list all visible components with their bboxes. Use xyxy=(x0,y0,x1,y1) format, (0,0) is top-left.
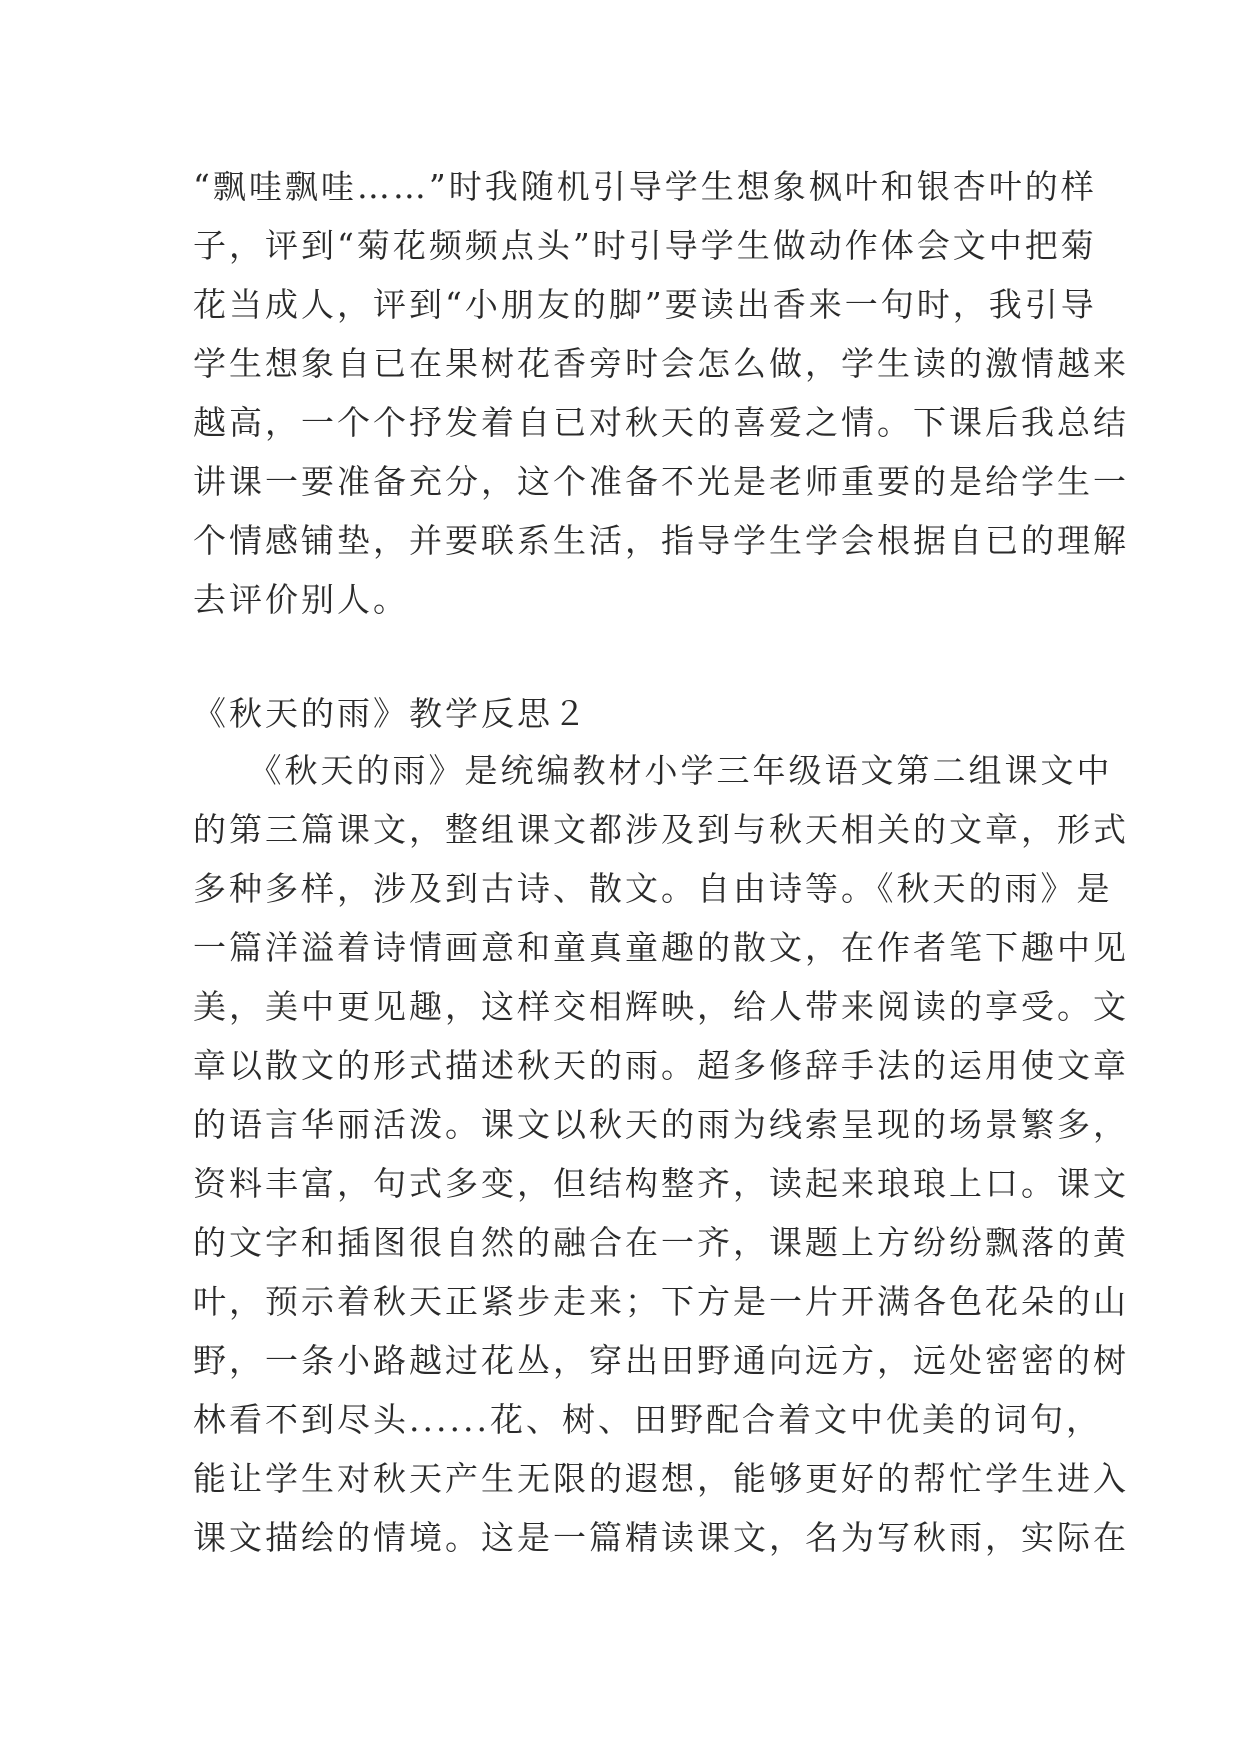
text-line: 课文描绘的情境。这是一篇精读课文，名为写秋雨，实际在 xyxy=(193,1518,1129,1557)
section-heading: 《秋天的雨》教学反思２ xyxy=(193,694,589,733)
text-line: 的第三篇课文，整组课文都涉及到与秋天相关的文章，形式 xyxy=(193,810,1129,849)
text-line: “飘哇飘哇……”时我随机引导学生想象枫叶和银杏叶的样 xyxy=(193,167,1097,206)
text-line: 叶，预示着秋天正紧步走来；下方是一片开满各色花朵的山 xyxy=(193,1282,1129,1321)
text-line: 学生想象自已在果树花香旁时会怎么做，学生读的激情越来 xyxy=(193,344,1129,383)
text-line: 个情感铺垫，并要联系生活，指导学生学会根据自已的理解 xyxy=(193,521,1129,560)
text-line: 去评价别人。 xyxy=(193,580,409,619)
text-line: 越高，一个个抒发着自已对秋天的喜爱之情。下课后我总结 xyxy=(193,403,1129,442)
text-line: 美，美中更见趣，这样交相辉映，给人带来阅读的享受。文 xyxy=(193,987,1129,1026)
text-line: 多种多样，涉及到古诗、散文。自由诗等。《秋天的雨》是 xyxy=(193,869,1113,908)
text-line: 章以散文的形式描述秋天的雨。超多修辞手法的运用使文章 xyxy=(193,1046,1129,1085)
paragraph-reflection-two xyxy=(193,741,1129,1567)
text-line: 能让学生对秋天产生无限的遐想，能够更好的帮忙学生进入 xyxy=(193,1459,1129,1498)
text-line: 一篇洋溢着诗情画意和童真童趣的散文，在作者笔下趣中见 xyxy=(193,928,1129,967)
text-line: 的语言华丽活泼。课文以秋天的雨为线索呈现的场景繁多， xyxy=(193,1105,1129,1144)
paragraph-reflection-summary xyxy=(193,157,1129,629)
text-line: 子，评到“菊花频频点头”时引导学生做动作体会文中把菊 xyxy=(193,226,1097,265)
text-line: 的文字和插图很自然的融合在一齐，课题上方纷纷飘落的黄 xyxy=(193,1223,1129,1262)
text-line: 资料丰富，句式多变，但结构整齐，读起来琅琅上口。课文 xyxy=(193,1164,1129,1203)
text-line: 《秋天的雨》是统编教材小学三年级语文第二组课文中 xyxy=(193,751,1113,790)
text-line: 野，一条小路越过花丛，穿出田野通向远方，远处密密的树 xyxy=(193,1341,1129,1380)
text-line: 林看不到尽头......花、树、田野配合着文中优美的词句， xyxy=(193,1400,1102,1439)
text-line: 花当成人，评到“小朋友的脚”要读出香来一句时，我引导 xyxy=(193,285,1097,324)
text-line: 讲课一要准备充分，这个准备不光是老师重要的是给学生一 xyxy=(193,462,1129,501)
